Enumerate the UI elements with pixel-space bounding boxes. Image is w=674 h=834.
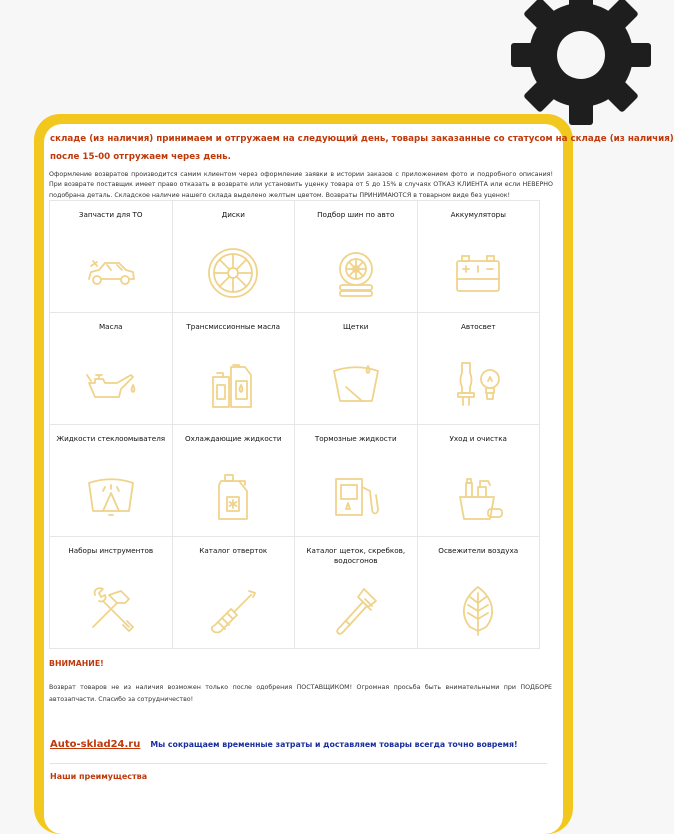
category-tile-parts[interactable] bbox=[50, 201, 173, 313]
coolant-canister-icon bbox=[205, 469, 261, 525]
category-label: Уход и очистка bbox=[449, 434, 507, 443]
category-tile-auto-light[interactable] bbox=[418, 313, 541, 425]
wheel-rim-icon bbox=[205, 245, 261, 301]
car-icon bbox=[83, 245, 139, 301]
oil-can-icon bbox=[83, 357, 139, 413]
category-tile-oils[interactable] bbox=[50, 313, 173, 425]
category-label: Запчасти для ТО bbox=[78, 210, 143, 219]
shipping-notice-line-1: складе (из наличия) принимаем и отгружаем на следующий день, товары заказанные со статусом на складе (из наличия) bbox=[50, 134, 674, 144]
oil-canisters-icon bbox=[205, 357, 261, 413]
returns-policy-text: Оформление возвратов производится самим клиентом через оформление заявки в истории заказов с приложением фото и подробного описания! При возврате поставщик имеет право отказать в возврате или установить уценку товара от 5 до 15% в случаях ОТКАЗ КЛИЕНТА или если НЕВЕРНО подобрана деталь. Складское наличие нашего склада выделено желтым цветом. Возвраты ПРИНИМАЮТСЯ в товарном виде без уценок! bbox=[49, 171, 553, 199]
category-tile-care-cleaning[interactable] bbox=[418, 425, 541, 537]
scraper-icon bbox=[328, 581, 384, 637]
category-label: Подбор шин по авто bbox=[317, 210, 395, 219]
category-tile-air-fresheners[interactable] bbox=[418, 537, 541, 649]
category-tile-washer-fluids[interactable] bbox=[50, 425, 173, 537]
category-label: Каталог отверток bbox=[199, 546, 268, 555]
category-label: Охлаждающие жидкости bbox=[184, 434, 282, 443]
advantages-title: Наши преимущества bbox=[50, 772, 148, 781]
brand-row bbox=[50, 732, 550, 751]
category-tile-rims[interactable] bbox=[173, 201, 296, 313]
category-label: Масла bbox=[98, 322, 123, 331]
category-tile-screwdrivers[interactable] bbox=[173, 537, 296, 649]
tire-stack-icon bbox=[328, 245, 384, 301]
category-label: Тормозные жидкости bbox=[314, 434, 397, 443]
category-tile-tires[interactable] bbox=[295, 201, 418, 313]
category-tile-batteries[interactable] bbox=[418, 201, 541, 313]
headlight-bulb-icon bbox=[450, 357, 506, 413]
windshield-washer-icon bbox=[83, 469, 139, 525]
category-tile-brake-fluids[interactable] bbox=[295, 425, 418, 537]
category-label: Трансмиссионные масла bbox=[186, 322, 281, 331]
category-label: Каталог щеток, скребков, водосгонов bbox=[306, 546, 406, 565]
category-tile-scrapers[interactable] bbox=[295, 537, 418, 649]
warning-text: Возврат товаров не из наличия возможен только после одобрения ПОСТАВЩИКОМ! Огромная просьба быть внимательными при ПОДБОРЕ автозапчасти. Спасибо за сотрудничество! bbox=[49, 684, 552, 703]
category-label: Освежители воздуха bbox=[438, 546, 519, 555]
category-label: Щетки bbox=[343, 322, 369, 331]
shipping-notice-line-2: после 15-00 отгружаем через день. bbox=[50, 152, 231, 162]
category-tile-tool-sets[interactable] bbox=[50, 537, 173, 649]
category-label: Диски bbox=[221, 210, 245, 219]
screwdriver-icon bbox=[205, 581, 261, 637]
gear-icon bbox=[506, 0, 656, 130]
leaf-icon bbox=[450, 581, 506, 637]
hammer-wrench-icon bbox=[83, 581, 139, 637]
wiper-icon bbox=[328, 357, 384, 413]
category-label: Жидкости стеклоомывателя bbox=[56, 434, 166, 443]
divider bbox=[50, 763, 547, 764]
category-label: Наборы инструментов bbox=[68, 546, 154, 555]
battery-icon bbox=[450, 245, 506, 301]
category-label: Автосвет bbox=[460, 322, 496, 331]
shipping-notice bbox=[50, 130, 674, 166]
brand-link[interactable]: Auto-sklad24.ru bbox=[50, 739, 141, 750]
warning-title: ВНИМАНИЕ! bbox=[49, 659, 104, 668]
content-card bbox=[44, 124, 674, 834]
category-grid bbox=[49, 200, 540, 649]
category-tile-transmission-oils[interactable] bbox=[173, 313, 296, 425]
category-label: Аккумуляторы bbox=[450, 210, 506, 219]
brand-slogan: Мы сокращаем временные затраты и доставляем товары всегда точно вовремя! bbox=[150, 740, 518, 749]
category-tile-coolants[interactable] bbox=[173, 425, 296, 537]
cleaning-bucket-icon bbox=[450, 469, 506, 525]
fuel-pump-icon bbox=[328, 469, 384, 525]
category-tile-wipers[interactable] bbox=[295, 313, 418, 425]
